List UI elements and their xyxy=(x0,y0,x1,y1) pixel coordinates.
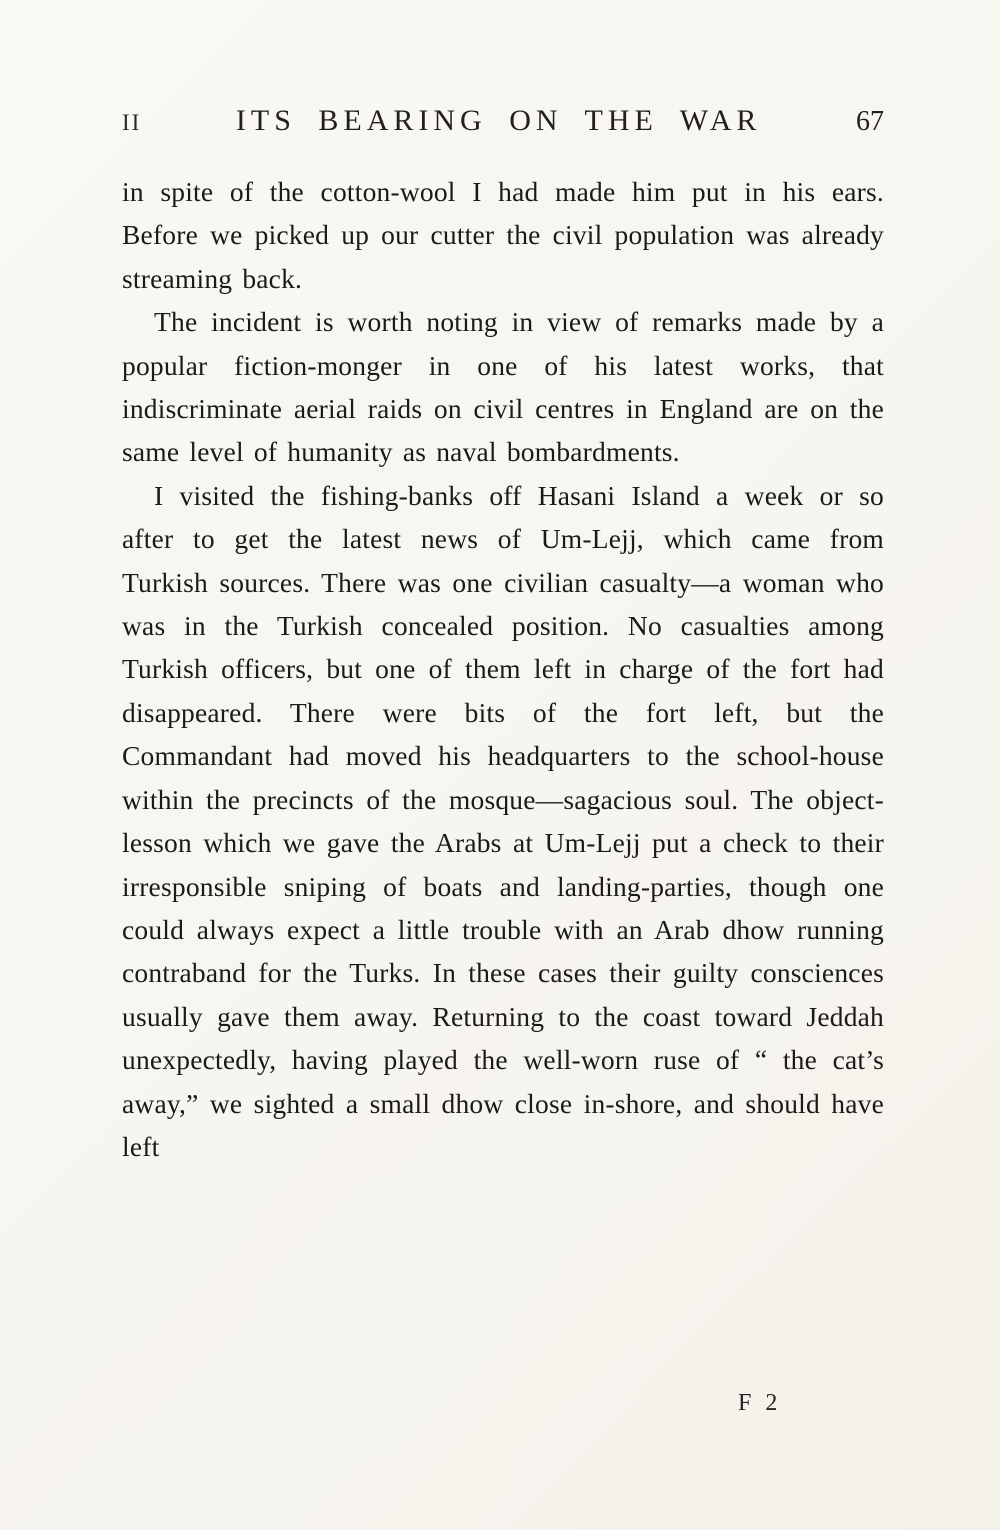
running-head xyxy=(122,104,884,138)
paragraph: The incident is worth noting in view of remarks made by a popular fiction-monger in one of his latest works, that indiscriminate aerial raids on civil centres in England are on the same level of humanity as naval bombardments. xyxy=(122,306,884,468)
running-title: ITS BEARING ON THE WAR xyxy=(235,104,762,137)
paragraph-continuation: in spite of the cotton-wool I had made him put in his ears. Before we picked up our cutter the civil population was already streaming back. xyxy=(122,176,884,294)
page-number: 67 xyxy=(856,106,884,137)
signature-mark: F 2 xyxy=(738,1390,782,1416)
body-text xyxy=(122,170,884,1168)
chapter-numeral: II xyxy=(122,110,142,135)
paragraph: I visited the fishing-banks off Hasani Island a week or so after to get the latest news of Um-Lejj, which came from Turkish sources. There was one civilian casualty—a woman who was in the Turkish concealed position. No casualties among Turkish officers, but one of them left in charge of the fort had disappeared. There were bits of the fort left, but the Commandant had moved his headquarters to the school-house within the precincts of the mosque—sagacious soul. The object-lesson which we gave the Arabs at Um-Lejj put a check to their irresponsible sniping of boats and landing-parties, though one could always expect a little trouble with an Arab dhow running contraband for the Turks. In these cases their guilty consciences usually gave them away. Returning to the coast toward Jeddah unexpectedly, having played the well-worn ruse of “ the cat’s away,” we sighted a small dhow close in-shore, and should have left xyxy=(122,479,884,1162)
